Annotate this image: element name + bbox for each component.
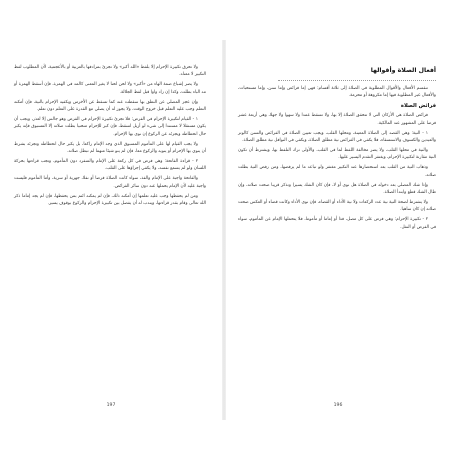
page-number: 196: [333, 403, 343, 408]
paragraph: والنية في محلها القلب، ولا يضر مخالفة اللفظ لما في القلب، والأولى ترك التلفظ بها، ويشترط أن تكون النية مقارنة لتكبيرة الإحرام، ويغتفر التقدم اليسير عليها.: [238, 147, 436, 161]
paragraph: وإذا شك المصلي بعد دخوله في الصلاة هل نوى أو لا، فإن كان الشك يسيرا وتذكر قريبا صحت صلاته، وإن طال الشك قطع وابتدأ الصلاة.: [238, 182, 436, 195]
page-number: 197: [106, 403, 116, 408]
left-page: [0, 0, 222, 450]
paragraph: ولا يضر إشباع ضمة الهاء من «أكبر» ولا لحن لحنا لا يغير المعنى كالمد في الهمزة، فإن أسقط الهمزة أو مد الباء بطلت، وكذا إن زاد واوا قبل لفظ الجلالة.: [14, 82, 206, 95]
paragraph: ولا يشترط لصحة النية نية عدد الركعات ولا نية الأداء أو القضاء، فإن نوى الأداء وكانت قضاء أو العكس صحت صلاته إن كان ساهيا.: [238, 199, 436, 213]
heading-divider: [278, 79, 436, 81]
book-gutter: [222, 40, 226, 420]
paragraph: ١ - النية: وهي القصد إلى الصلاة المعينة، ومحلها القلب، ويجب تعيين الصلاة في الفرائض والسنن كالوتر والعيدين والكسوف والاستسقاء، فلا يكفي في الفرائض نية مطلق الصلاة، ويكفي في النوافل نية مطلق الصلاة.: [238, 130, 436, 144]
paragraph: ١ - القيام لتكبيرة الإحرام في الفرض: فلا تجزئ تكبيرة الإحرام في الفرض وهو جالس إلا لعذر، ويجب أن يكون مستقلا لا مستندا إلى شيء لو أزيل لسقط، فإن كبر للإحرام منحنيا بطلت صلاته إلا المسبوق فإنه يكبر حال انحطاطه ويجزئه عن الركوع إن نوى بها الإحرام.: [14, 116, 206, 137]
subsection-heading: فرائض الصلاة: [400, 103, 436, 110]
paragraph: وذهاب النية من القلب بعد استحضارها عند التكبير مغتفر ولو تباعد ما لم يرفضها، ومن رفض النية بطلت صلاته.: [238, 165, 436, 178]
paragraph: ٢ - تكبيرة الإحرام: وهي فرض على كل مصل، فذا أو إماما أو مأموما، فلا يتحملها الإمام عن المأموم، سواء في الفرض أو النفل.: [238, 217, 436, 230]
paragraph: وإن عجز المصلي عن النطق بها سقطت عنه كما تسقط عن الأخرس ويكفيه الإحرام بالنية، فإن أمكنه التعلم وجب عليه التعلم قبل خروج الوقت، ولا يجوز له أن يصلي مع القدرة على التعلم دون تعلم.: [14, 99, 206, 113]
paragraph: ولا يجب القيام لها على المأموم المسبوق الذي وجد الإمام راكعا، بل يكبر حال انحطاطه وتجزئه بشرط أن ينوي بها الإحرام أو ينويه والركوع معا، فإن لم ينو شيئا منهما لم تبطل صلاته.: [14, 141, 206, 155]
section-heading: أفعال الصلاة وأقوالها: [370, 67, 436, 74]
intro-paragraph: تنقسم الأفعال والأقوال المطلوبة في الصلاة إلى ثلاثة أقسام: فهي إما فرائض وإما سنن، وإما مستحبات، والأفعال غير المطلوبة فيها إما مكروهة أو محرمة.: [238, 86, 436, 99]
paragraph: ٢ - قراءة الفاتحة: وهي فرض في كل ركعة على الإمام والمنفرد دون المأموم، وتجب قراءتها بحركة اللسان ولو لم يسمع نفسه، ولا يكفي إجراؤها على القلب.: [14, 158, 206, 172]
right-page: [226, 0, 450, 450]
paragraph: ولا تحرق تكبيرة الإحرام إلا بلفظ «الله أكبر» ولا تجزئ بمرادفها بالعربية أو بالأعجمية، لأن المطلوب لفظ التكبير لا معناه.: [14, 65, 206, 78]
paragraph: فرائض الصلاة هي الأركان التي لا تتحقق الصلاة إلا بها، ولا تسقط عمدا ولا سهوا ولا جهلا، وهي أربعة عشر فرضا على المشهور عند المالكية.: [238, 113, 436, 126]
paragraph: والفاتحة واجبة على الإمام والفذ، سواء كانت الصلاة فرضا أو نفلا، جهرية أو سرية، وأما المأموم فليست واجبة عليه لأن الإمام يحملها عنه دون سائر الفرائض.: [14, 176, 206, 189]
paragraph: ومن لم يحفظها وجب عليه تعلمها إن أمكنه ذلك، فإن لم يمكنه ائتم بمن يحفظها، فإن لم يجد إماما ذكر الله تعالى وقام بقدر قراءتها، ويندب له أن يفصل بين تكبيرة الإحرام والركوع بوقوف يسير.: [14, 193, 206, 206]
